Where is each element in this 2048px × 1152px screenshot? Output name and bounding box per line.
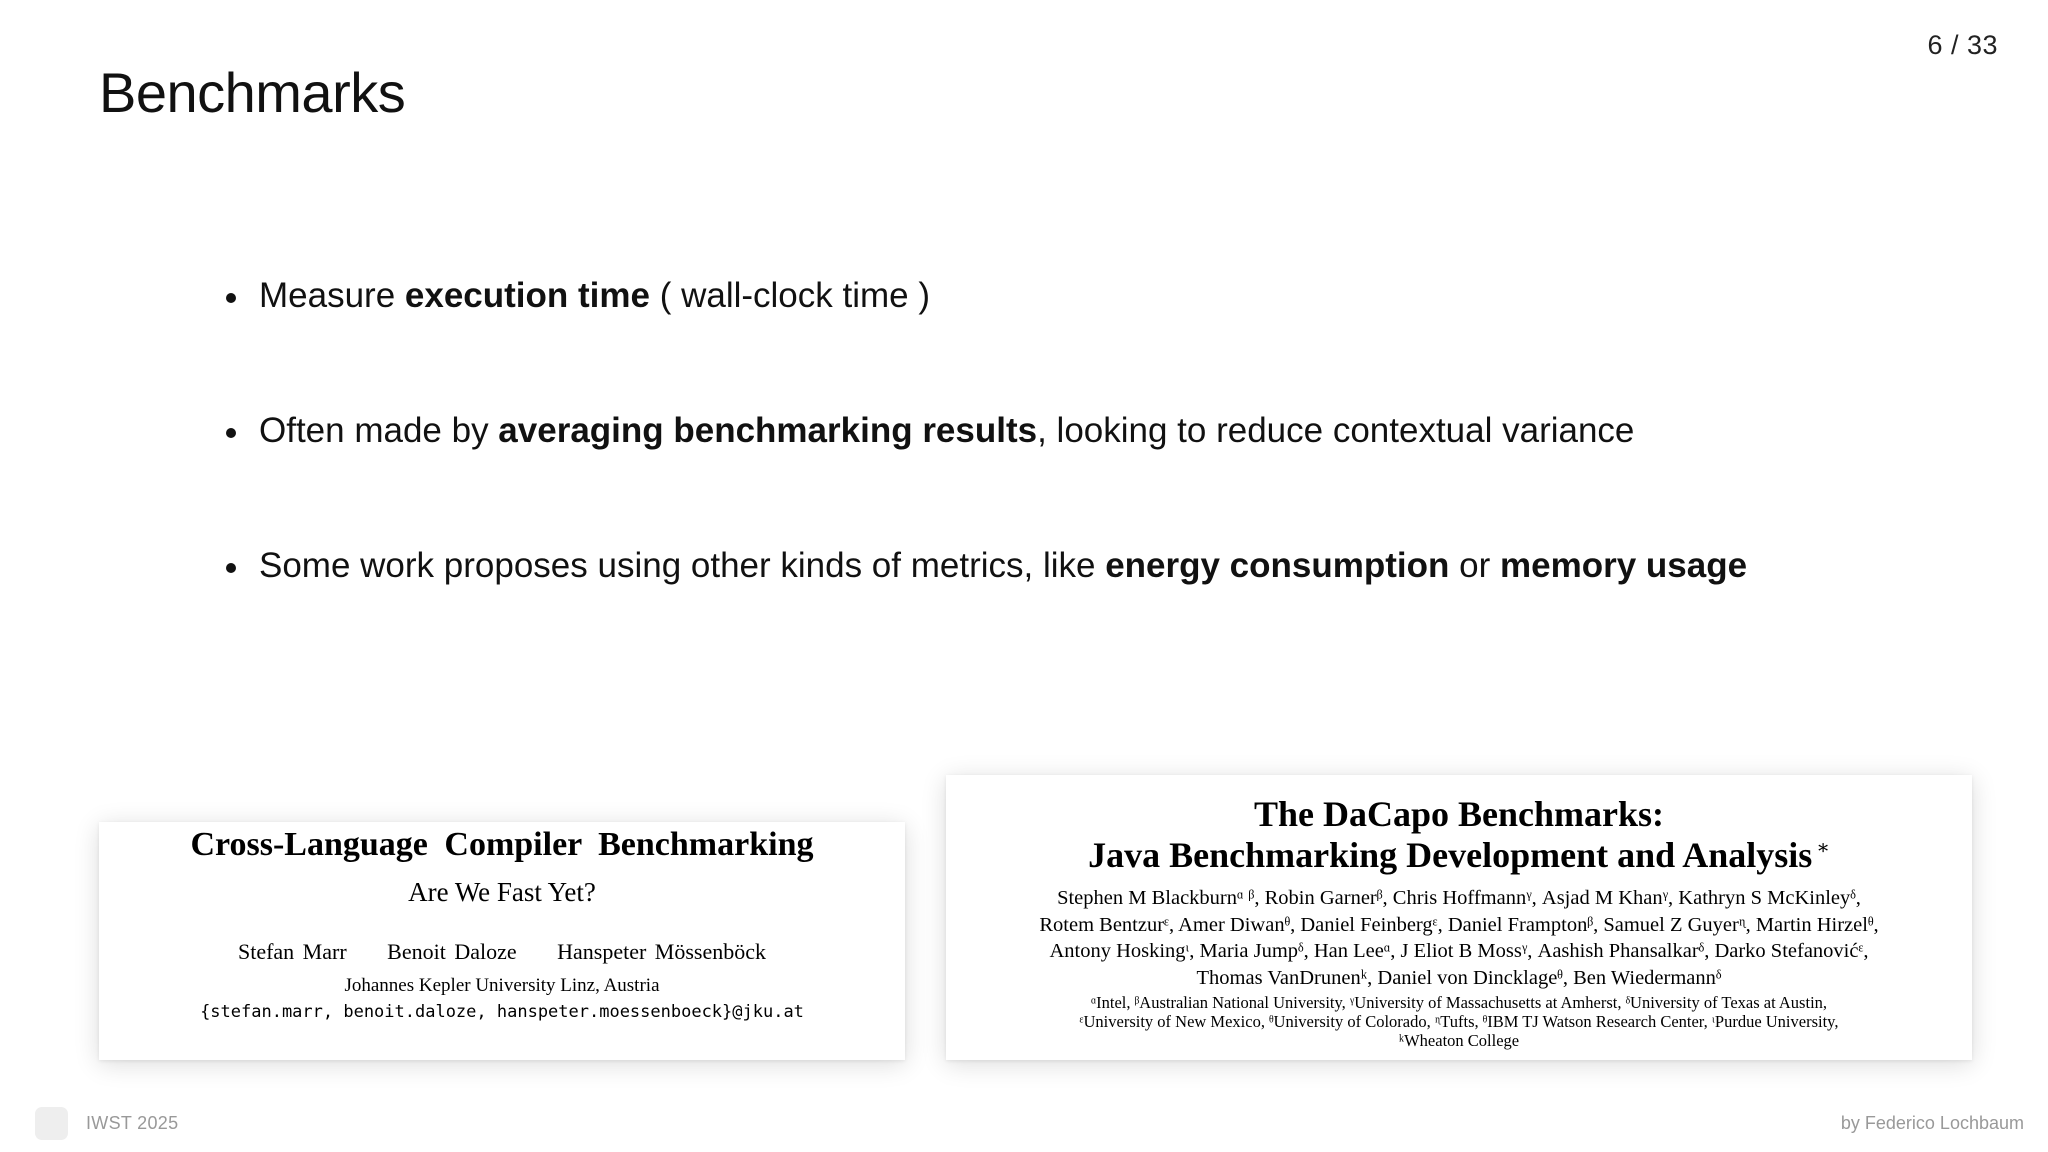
- paper-email: {stefan.marr, benoit.daloze, hanspeter.moessenboeck}@jku.at: [200, 1002, 804, 1022]
- paper-author: Hanspeter Mössenböck: [557, 939, 767, 964]
- bullet-item: [226, 268, 1747, 324]
- bullet-bold-text: execution time: [404, 276, 650, 315]
- bullet-list: [226, 268, 1747, 673]
- affiliation-line: ᵏWheaton College: [1398, 1031, 1520, 1050]
- bullet-text: Measure: [259, 276, 405, 315]
- footer-author: by Federico Lochbaum: [1840, 1113, 2024, 1133]
- bullet-text: or: [1449, 546, 1500, 585]
- bullet-item: [226, 538, 1747, 594]
- slide-title: Benchmarks: [99, 61, 406, 124]
- footnote-mark: ∗: [1816, 837, 1830, 859]
- paper-snippet-are-we-fast-yet: [99, 822, 905, 1060]
- paper-affiliations: [966, 993, 1952, 1050]
- bullet-text: Often made by: [259, 411, 499, 450]
- footer-event: IWST 2025: [86, 1113, 179, 1133]
- bullet-item: [226, 403, 1747, 459]
- paper-title-line: [946, 834, 1972, 876]
- paper-affiliation: Johannes Kepler University Linz, Austria: [344, 975, 660, 996]
- paper-title-line: The DaCapo Benchmarks:: [1253, 794, 1665, 834]
- affiliation-line: ᵋUniversity of New Mexico, ᶿUniversity of Colorado, ᶯTufts, ᶿIBM TJ Watson Research Center, ᶥPurdue University,: [1079, 1012, 1839, 1031]
- paper-subtitle: Are We Fast Yet?: [408, 877, 596, 907]
- paper-snippet-dacapo: [946, 775, 1972, 1060]
- author-line: Stephen M Blackburnᵅ ᵝ, Robin Garnerᵝ, Chris Hoffmannᵞ, Asjad M Khanᵞ, Kathryn S McKinleyᵟ,: [1057, 887, 1861, 909]
- bullet-bold-text: energy consumption: [1105, 546, 1450, 585]
- bullet-text: , looking to reduce contextual variance: [1037, 411, 1635, 450]
- paper-authors: [99, 939, 905, 965]
- page-counter: 6 / 33: [1927, 30, 1998, 60]
- paper-authors: [966, 885, 1952, 991]
- paper-author: Stefan Marr: [237, 939, 347, 964]
- author-line: Antony Hoskingᶥ, Maria Jumpᵟ, Han Leeᵅ, J Eliot B Mossᵞ, Aashish Phansalkarᵟ, Darko Stefanovićᵋ,: [1049, 940, 1869, 962]
- bullet-bold-text: averaging benchmarking results: [498, 411, 1038, 450]
- bullet-text: Some work proposes using other kinds of metrics, like: [259, 546, 1106, 585]
- bullet-bold-text: memory usage: [1499, 546, 1748, 585]
- author-line: Rotem Bentzurᵋ, Amer Diwanᶿ, Daniel Feinbergᵋ, Daniel Framptonᵝ, Samuel Z Guyerᶯ, Martin Hirzelᶿ,: [1039, 913, 1879, 936]
- footer-logo-icon: [35, 1107, 68, 1140]
- bullet-text: ( wall-clock time ): [649, 276, 931, 315]
- affiliation-line: ᵅIntel, ᵝAustralian National University, ᵞUniversity of Massachusetts at Amherst, ᵟUniversity of Texas at Austin,: [1090, 993, 1828, 1012]
- paper-title: Cross-Language Compiler Benchmarking: [190, 826, 814, 863]
- author-line: Thomas VanDrunenᵏ, Daniel von Dincklageᶿ, Ben Wiedermannᵟ: [1196, 966, 1722, 989]
- paper-title-text: Java Benchmarking Development and Analysis: [1088, 835, 1813, 875]
- paper-author: Benoit Daloze: [387, 939, 517, 964]
